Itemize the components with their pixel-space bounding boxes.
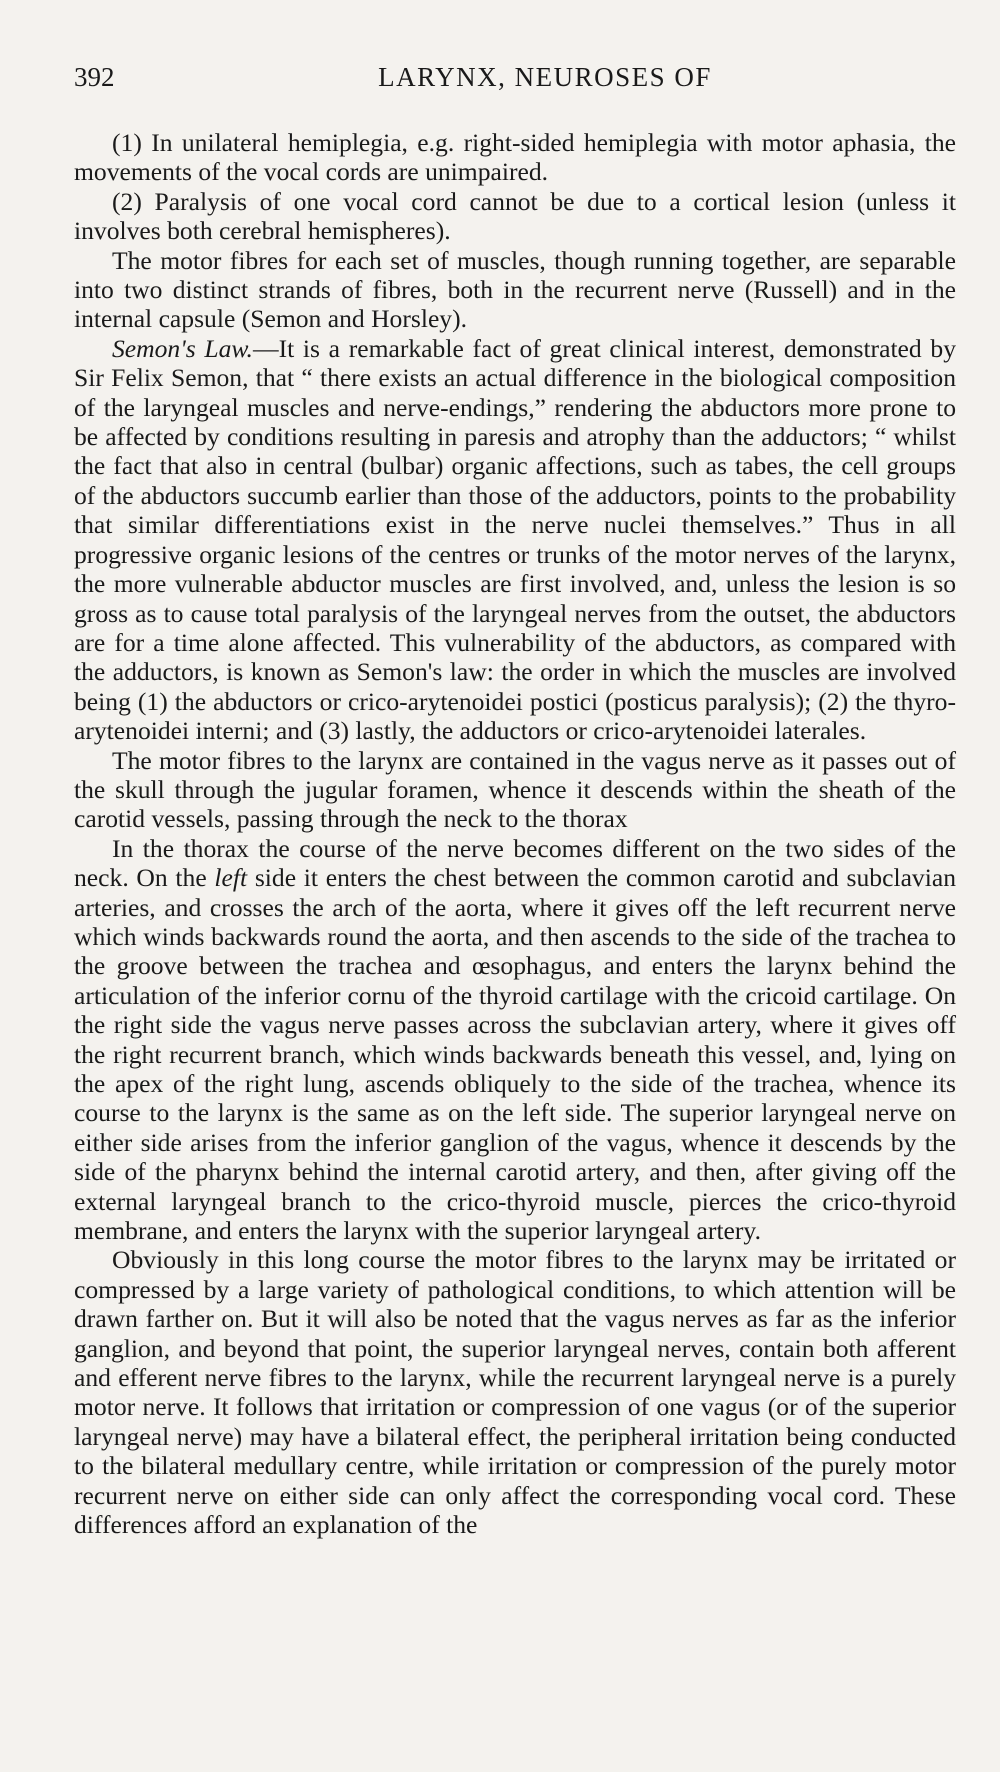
paragraph-7: [74, 1245, 956, 1539]
page-header: [74, 56, 956, 106]
paragraph-2-text: (2) Paralysis of one vocal cord cannot be due to a cortical lesion (unless it involves both cerebral hemispheres).: [74, 186, 956, 246]
section-heading-semons-law: Semon's Law.: [112, 333, 253, 363]
paragraph-semons-law: [74, 334, 956, 746]
paragraph-1: [74, 128, 956, 187]
body-text: [74, 128, 956, 1540]
page-number: 392: [74, 62, 115, 92]
paragraph-5: [74, 746, 956, 834]
emphasis-left: left: [214, 863, 248, 893]
paragraph-7-text: Obviously in this long course the motor fibres to the larynx may be irritated or compressed by a large variety of pathological conditions, to which attention will be drawn farther on. But it will also be noted that the vagus nerves as far as the inferior ganglion, and beyond that point, the superior laryngeal nerves, contain both afferent and efferent nerve fibres to the larynx, while the recurrent laryngeal nerve is a purely motor nerve. It follows that irritation or compression of one vagus (or of the superior laryngeal nerve) may have a bilateral effect, the peripheral irritation being conducted to the bilateral medullary centre, while irritation or compression of the purely motor recurrent nerve on either side can only affect the corresponding vocal cord. These differences afford an explanation of the: [74, 1245, 956, 1540]
paragraph-3: [74, 246, 956, 334]
paragraph-6-pre: In the thorax the course of the nerve becomes different on the two sides of the neck. On the: [74, 833, 956, 893]
paragraph-4-text: —It is a remarkable fact of great clinical interest, demonstrated by Sir Felix Semon, that “ there exists an actual difference in the biological composition of the laryngeal muscles and nerve-endings,” rendering the abductors more prone to be affected by conditions resulting in paresis and atrophy than the adductors; “ whilst the fact that also in central (bulbar) organic affections, such as tabes, the cell groups of the abductors succumb earlier than those of the adductors, points to the probability that similar differentiations exist in the nerve nuclei themselves.” Thus in all progressive organic lesions of the centres or trunks of the motor nerves of the larynx, the more vulnerable abductor muscles are first involved, and, unless the lesion is so gross as to cause total paralysis of the laryngeal nerves from the outset, the abductors are for a time alone affected. This vulnerability of the abductors, as compared with the adductors, is known as Semon's law: the order in which the muscles are involved being (1) the abductors or crico-arytenoidei postici (posticus paralysis); (2) the thyro-arytenoidei interni; and (3) lastly, the adductors or crico-arytenoidei laterales.: [74, 333, 956, 746]
paragraph-5-text: The motor fibres to the larynx are contained in the vagus nerve as it passes out of the skull through the jugular foramen, whence it descends within the sheath of the carotid vessels, passing through the neck to the thorax: [74, 745, 956, 834]
paragraph-1-text: (1) In unilateral hemiplegia, e.g. right-sided hemiplegia with motor aphasia, the movements of the vocal cords are unimpaired.: [74, 128, 956, 187]
paragraph-6-text: side it enters the chest between the common carotid and subclavian arteries, and crosses the arch of the aorta, where it gives off the left recurrent nerve which winds backwards round the aorta, and then ascends to the side of the trachea to the groove between the trachea and œsophagus, and enters the larynx behind the articulation of the inferior cornu of the thyroid cartilage with the cricoid cartilage. On the right side the vagus nerve passes across the subclavian artery, where it gives off the right recurrent branch, which winds backwards beneath this vessel, and, lying on the apex of the right lung, ascends obliquely to the side of the trachea, whence its course to the larynx is the same as on the left side. The superior laryngeal nerve on either side arises from the inferior ganglion of the vagus, whence it descends by the side of the pharynx behind the internal carotid artery, and then, after giving off the external laryngeal branch to the crico-thyroid muscle, pierces the crico-thyroid membrane, and enters the larynx with the superior laryngeal artery.: [74, 863, 956, 1246]
paragraph-6: [74, 834, 956, 1246]
paragraph-3-text: The motor fibres for each set of muscles, though running together, are separable into two distinct strands of fibres, both in the recurrent nerve (Russell) and in the internal capsule (Semon and Horsley).: [74, 245, 956, 334]
running-title: LARYNX, NEUROSES OF: [378, 62, 712, 92]
paragraph-2: [74, 187, 956, 246]
